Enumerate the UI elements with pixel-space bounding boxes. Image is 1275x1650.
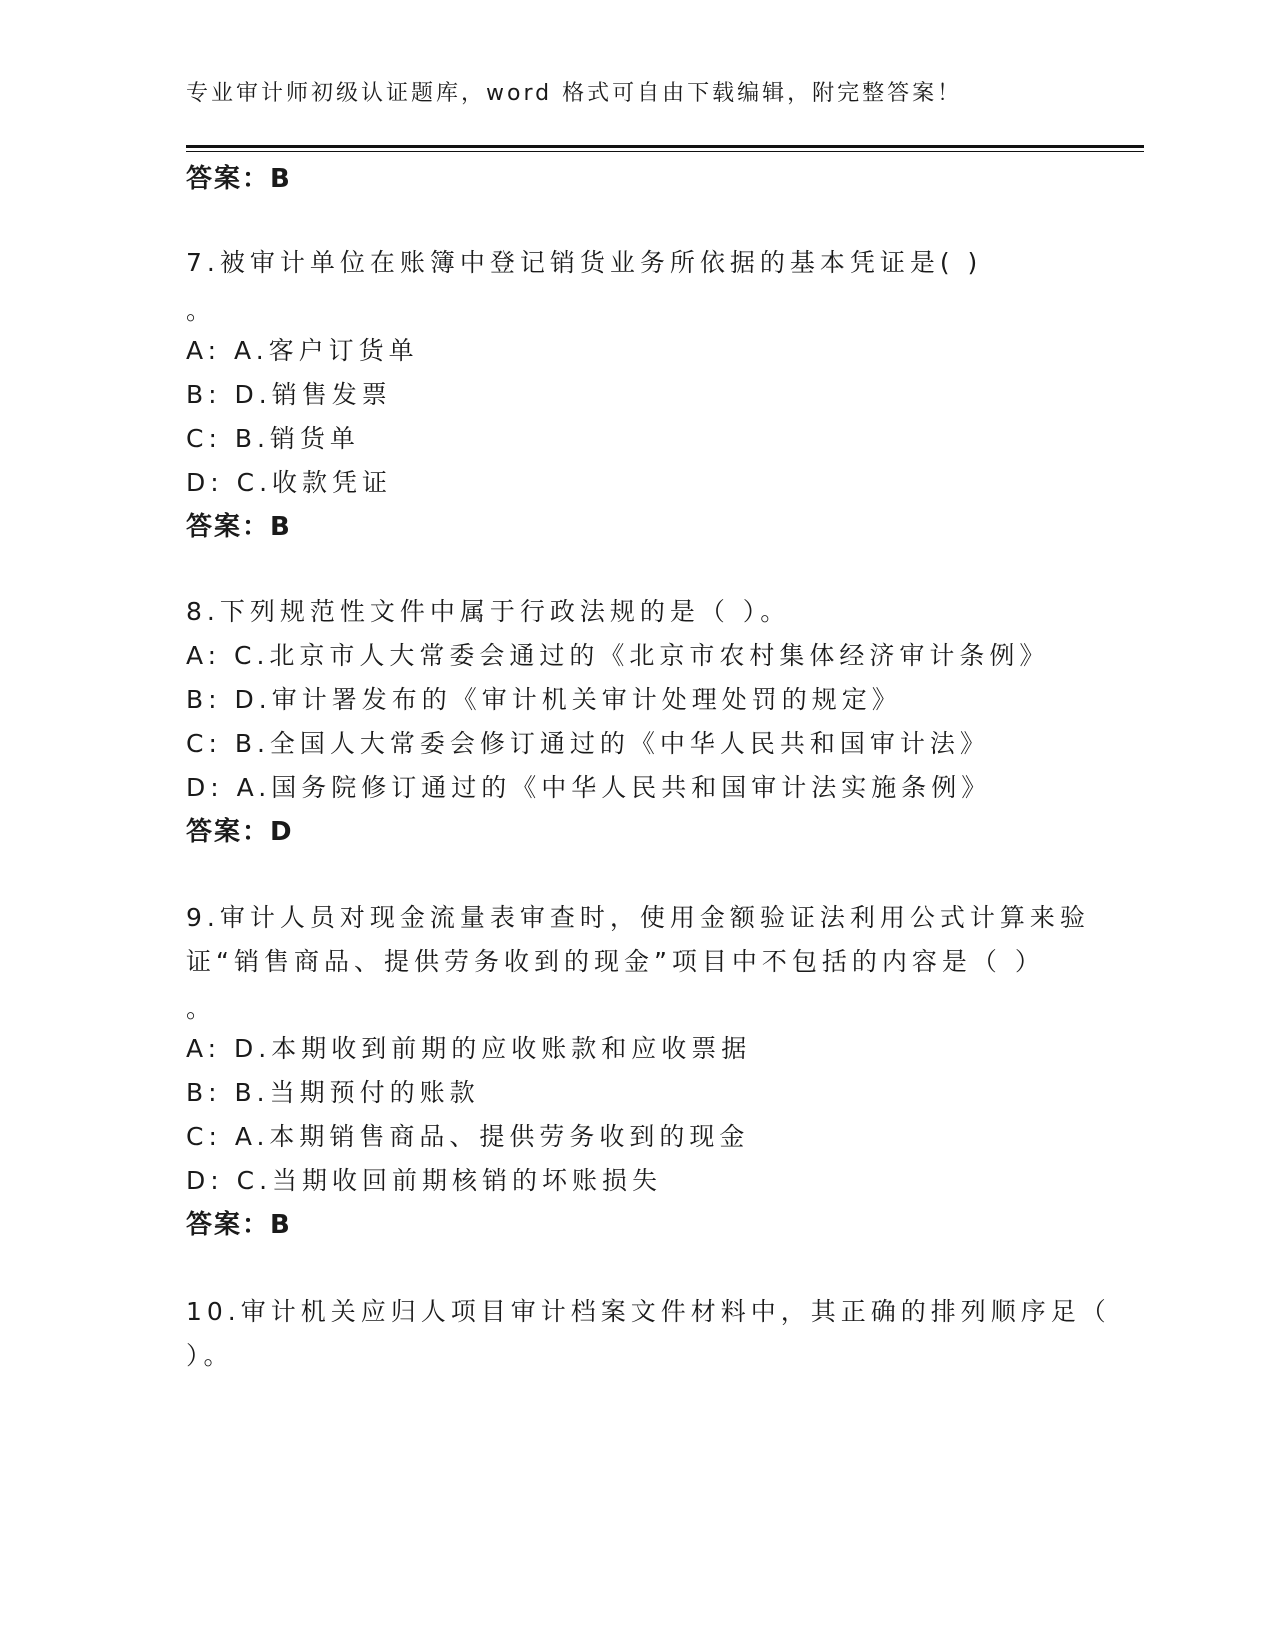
question-9-option-a: A: D.本期收到前期的应收账款和应收票据 [186,1034,752,1063]
answer-prev: 答案：B [186,164,292,194]
question-8-stem: 8.下列规范性文件中属于行政法规的是（ ）。 [186,597,791,626]
question-8-option-a: A: C.北京市人大常委会通过的《北京市农村集体经济审计条例》 [186,641,1050,670]
question-10-stem-cont: ）。 [186,1341,234,1370]
question-9-stem-line-2: 证“销售商品、提供劳务收到的现金”项目中不包括的内容是（ ） [186,947,1045,976]
question-8-option-b: B: D.审计署发布的《审计机关审计处理处罚的规定》 [186,685,902,714]
question-7-answer: 答案：B [186,512,292,542]
header-rule-thin [186,151,1144,152]
question-7-option-d: D: C.收款凭证 [186,468,393,497]
question-7-option-a: A: A.客户订货单 [186,336,419,365]
question-9-option-b: B: B.当期预付的账款 [186,1078,480,1107]
question-7-option-c: C: B.销货单 [186,424,360,453]
question-8-answer: 答案：D [186,817,294,847]
question-9-stem: 9.审计人员对现金流量表审查时，使用金额验证法利用公式计算来验 [186,903,1090,932]
question-9-stem-cont: 。 [186,994,217,1023]
header-rule-thick [186,145,1144,148]
question-8-option-c: C: B.全国人大常委会修订通过的《中华人民共和国审计法》 [186,729,990,758]
question-7-stem: 7.被审计单位在账簿中登记销货业务所依据的基本凭证是( ) [186,248,983,277]
question-7-option-b: B: D.销售发票 [186,380,392,409]
question-9-option-d: D: C.当期收回前期核销的坏账损失 [186,1166,663,1195]
question-7-stem-cont: 。 [186,296,217,325]
question-10-stem: 10.审计机关应归人项目审计档案文件材料中，其正确的排列顺序足（ [186,1297,1111,1326]
question-9-answer: 答案：B [186,1210,292,1240]
page-header: 专业审计师初级认证题库，word 格式可自由下载编辑，附完整答案！ [186,81,963,106]
question-8-option-d: D: A.国务院修订通过的《中华人民共和国审计法实施条例》 [186,773,992,802]
question-9-option-c: C: A.本期销售商品、提供劳务收到的现金 [186,1122,750,1151]
